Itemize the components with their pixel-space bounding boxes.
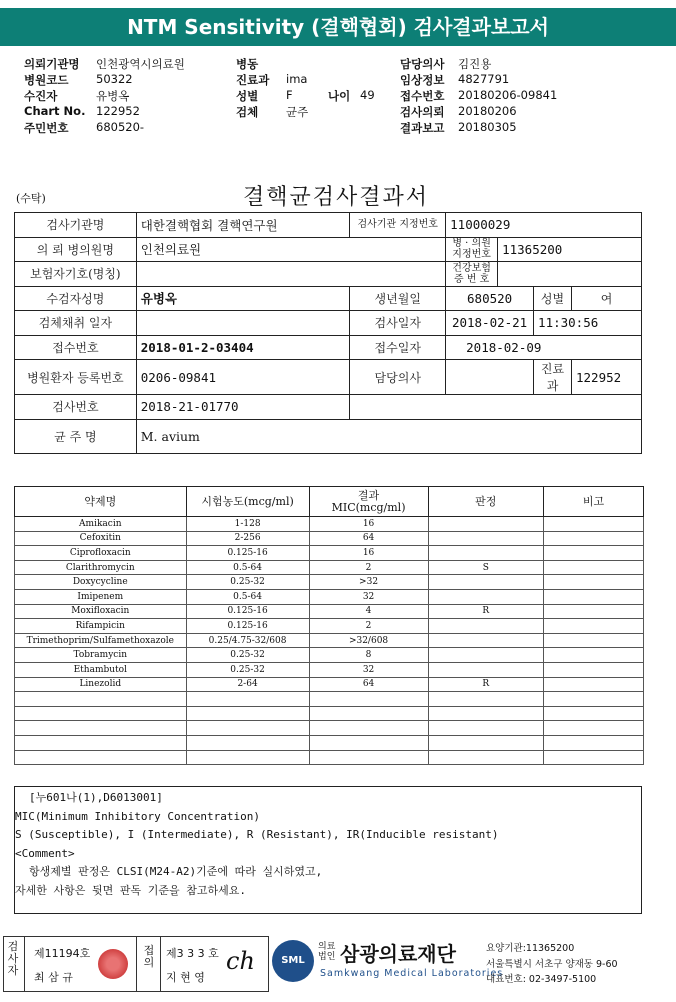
collect-label: 검체채취 일자	[15, 311, 137, 336]
hospital-code-value: 50322	[96, 72, 133, 86]
drug-row	[15, 633, 644, 648]
drug-cell-name: Cefoxitin	[15, 531, 187, 546]
doctor-label-paper: 담당의사	[350, 360, 446, 395]
drug-cell-range: 2-64	[186, 677, 309, 692]
drug-cell-mic	[309, 750, 428, 765]
drug-cell-judge	[428, 648, 544, 663]
chart-label: Chart No.	[24, 104, 86, 118]
address: 서울특별시 서초구 양재동 9-60	[486, 959, 618, 970]
drug-cell-name	[15, 750, 187, 765]
drug-cell-note	[544, 517, 644, 532]
test-label: 검체	[236, 105, 259, 119]
patient-info-table	[14, 212, 642, 454]
drug-cell-mic: 32	[309, 589, 428, 604]
drug-row	[15, 662, 644, 677]
rrn-label: 주민번호	[24, 121, 69, 135]
drug-row	[15, 531, 644, 546]
drug-cell-name: Amikacin	[15, 517, 187, 532]
drug-col-header: 약제명	[15, 487, 187, 517]
comment-heading: <Comment>	[15, 846, 75, 860]
drug-cell-note	[544, 604, 644, 619]
agency-number: 요양기관:11365200	[486, 943, 575, 954]
reported-label: 결과보고	[400, 121, 445, 135]
drug-cell-judge	[428, 692, 544, 707]
drug-cell-mic: 2	[309, 619, 428, 634]
drug-cell-name	[15, 706, 187, 721]
exam-empty	[350, 395, 642, 420]
drug-cell-judge	[428, 589, 544, 604]
rrn-value: 680520-	[96, 120, 145, 134]
collect-value	[136, 311, 350, 336]
drug-cell-range	[186, 750, 309, 765]
drug-cell-mic: 64	[309, 531, 428, 546]
birth-label: 생년월일	[350, 286, 446, 311]
logo-name: 삼광의료재단	[340, 942, 456, 966]
birth-value: 680520	[446, 286, 534, 311]
drug-cell-note	[544, 735, 644, 750]
dept-value-paper: 122952	[572, 360, 642, 395]
reg-label: 병원환자 등록번호	[15, 360, 137, 395]
doctor-value: 김진용	[458, 57, 492, 71]
drug-cell-note	[544, 648, 644, 663]
drug-cell-note	[544, 531, 644, 546]
logo-prefix: 의료 법인	[318, 942, 336, 962]
handwritten-signature: ch	[226, 947, 255, 975]
drug-cell-mic: >32	[309, 575, 428, 590]
test-time-value: 11:30:56	[534, 311, 642, 336]
hospital-code-label: 병원코드	[24, 73, 69, 87]
sex-label-paper: 성별	[534, 286, 572, 311]
note-col-header: 비고	[544, 487, 644, 517]
drug-row	[15, 546, 644, 561]
receipt-value-paper: 2018-01-2-03404	[136, 335, 350, 360]
drug-cell-judge	[428, 575, 544, 590]
drug-cell-range: 1-128	[186, 517, 309, 532]
sex-value: F	[286, 88, 293, 102]
exam-value: 2018-21-01770	[136, 395, 350, 420]
drug-row	[15, 619, 644, 634]
sml-logo-icon: SML	[272, 940, 314, 982]
comment-legend: S (Susceptible), I (Intermediate), R (Resistant), IR(Inducible resistant)	[15, 828, 499, 841]
drug-cell-judge	[428, 517, 544, 532]
drug-cell-note	[544, 589, 644, 604]
drug-cell-judge	[428, 721, 544, 736]
sex-label: 성별	[236, 89, 259, 103]
health-value	[498, 262, 642, 287]
receipt-date-label: 접수일자	[350, 335, 446, 360]
scanned-report-paper	[4, 160, 668, 920]
paper-title: 결핵균검사결과서	[242, 185, 430, 210]
health-label: 건강보험 증 번 호	[446, 262, 498, 287]
drug-cell-note	[544, 575, 644, 590]
clinical-value: 4827791	[458, 72, 510, 86]
drug-cell-judge: R	[428, 604, 544, 619]
drug-cell-judge: S	[428, 560, 544, 575]
drug-cell-mic: 16	[309, 546, 428, 561]
tester-seal	[98, 949, 128, 979]
sex-value-paper: 여	[572, 286, 642, 311]
lab-value: 대한결핵협회 결핵연구원	[136, 213, 350, 238]
strain-label: 균 주 명	[15, 419, 137, 453]
drug-cell-range: 2-256	[186, 531, 309, 546]
drug-row	[15, 648, 644, 663]
drug-cell-range	[186, 692, 309, 707]
drug-cell-name: Imipenem	[15, 589, 187, 604]
report-banner: NTM Sensitivity (결핵협회) 검사결과보고서	[0, 8, 676, 46]
doctor-value-paper	[446, 360, 534, 395]
insured-value	[136, 262, 445, 287]
divider	[24, 937, 25, 991]
drug-cell-range: 0.5-64	[186, 560, 309, 575]
drug-cell-range: 0.5-64	[186, 589, 309, 604]
drug-row	[15, 750, 644, 765]
dept-label: 진료과	[236, 73, 270, 87]
drug-cell-range: 0.125-16	[186, 546, 309, 561]
hospital-label: 의 뢰 병의원명	[15, 237, 137, 262]
drug-cell-name: Ethambutol	[15, 662, 187, 677]
ward-label: 병동	[236, 57, 259, 71]
requested-label: 검사의뢰	[400, 105, 445, 119]
drug-cell-name: Rifampicin	[15, 619, 187, 634]
receipt-value: 20180206-09841	[458, 88, 558, 102]
tester-name: 최 삼 규	[34, 971, 73, 984]
drug-row	[15, 517, 644, 532]
drug-cell-judge	[428, 531, 544, 546]
drug-cell-name: Tobramycin	[15, 648, 187, 663]
comment-mic: MIC(Minimum Inhibitory Concentration)	[15, 809, 261, 823]
institution-label: 의뢰기관명	[24, 57, 80, 71]
institution-value: 인천광역시의료원	[96, 57, 185, 71]
confirm-vertical-label: 접의	[143, 944, 155, 969]
mic-col-header: 결과 MIC(mcg/ml)	[309, 487, 428, 517]
drug-cell-range	[186, 735, 309, 750]
test-value: 균주	[286, 105, 309, 119]
drug-row	[15, 721, 644, 736]
drug-cell-mic: >32/608	[309, 633, 428, 648]
age-value: 49	[360, 88, 375, 102]
receipt-date-value: 2018-02-09	[446, 335, 642, 360]
drug-cell-name: Linezolid	[15, 677, 187, 692]
drug-cell-note	[544, 750, 644, 765]
drug-sensitivity-table	[14, 486, 644, 765]
receipt-label-paper: 접수번호	[15, 335, 137, 360]
drug-row	[15, 575, 644, 590]
hospital-id-label: 병 · 의원 지정번호	[446, 237, 498, 262]
comment-text-2: 자세한 사항은 뒷면 판독 기준을 참고하세요.	[15, 883, 247, 897]
drug-row	[15, 677, 644, 692]
reg-value: 0206-09841	[136, 360, 350, 395]
drug-cell-judge	[428, 662, 544, 677]
drug-cell-note	[544, 706, 644, 721]
patient-label: 수진자	[24, 89, 58, 103]
signature-box	[3, 936, 269, 992]
comment-code: [누601나(1),D6013001]	[29, 791, 163, 804]
drug-cell-judge	[428, 735, 544, 750]
drug-cell-mic	[309, 692, 428, 707]
drug-cell-judge	[428, 546, 544, 561]
comment-box	[14, 786, 642, 914]
drug-cell-range: 0.125-16	[186, 619, 309, 634]
drug-cell-note	[544, 692, 644, 707]
test-date-label: 검사일자	[350, 311, 446, 336]
tester-license: 제11194호	[34, 947, 91, 960]
drug-row	[15, 735, 644, 750]
name-label: 수검자성명	[15, 286, 137, 311]
age-label: 나이	[328, 89, 351, 103]
divider	[136, 937, 137, 991]
drug-cell-range: 0.25-32	[186, 575, 309, 590]
drug-cell-range: 0.25-32	[186, 648, 309, 663]
drug-cell-name: Moxifloxacin	[15, 604, 187, 619]
drug-row	[15, 706, 644, 721]
lab-id-value: 11000029	[446, 213, 642, 238]
drug-cell-mic: 8	[309, 648, 428, 663]
confirm-license: 제3 3 3 호	[166, 947, 219, 960]
lab-label: 검사기관명	[15, 213, 137, 238]
drug-cell-mic	[309, 735, 428, 750]
drug-cell-range: 0.25/4.75-32/608	[186, 633, 309, 648]
drug-cell-range: 0.125-16	[186, 604, 309, 619]
patient-value: 유병옥	[96, 89, 130, 103]
drug-row	[15, 692, 644, 707]
range-col-header: 시험농도(mcg/ml)	[186, 487, 309, 517]
drug-cell-note	[544, 662, 644, 677]
test-date-value: 2018-02-21	[446, 311, 534, 336]
drug-cell-mic: 64	[309, 677, 428, 692]
tester-vertical-label: 검사자	[7, 940, 19, 977]
drug-cell-mic: 4	[309, 604, 428, 619]
drug-cell-note	[544, 546, 644, 561]
drug-cell-range	[186, 721, 309, 736]
drug-cell-judge	[428, 706, 544, 721]
drug-row	[15, 560, 644, 575]
drug-row	[15, 589, 644, 604]
clinical-label: 임상정보	[400, 73, 445, 87]
drug-cell-note	[544, 619, 644, 634]
hospital-value: 인천의료원	[136, 237, 445, 262]
report-footer	[0, 934, 676, 1002]
drug-cell-name	[15, 692, 187, 707]
comment-text-1: 항생제별 판정은 CLSI(M24-A2)기준에 따라 실시하였고,	[29, 865, 323, 878]
drug-cell-mic: 32	[309, 662, 428, 677]
drug-cell-name	[15, 721, 187, 736]
drug-cell-mic	[309, 706, 428, 721]
handwritten-note: (수탁)	[16, 192, 46, 205]
chart-value: 122952	[96, 104, 140, 118]
drug-cell-name: Ciprofloxacin	[15, 546, 187, 561]
drug-cell-judge	[428, 633, 544, 648]
receipt-label: 접수번호	[400, 89, 445, 103]
requested-value: 20180206	[458, 104, 517, 118]
drug-cell-range: 0.25-32	[186, 662, 309, 677]
doctor-label: 담당의사	[400, 57, 445, 71]
divider	[160, 937, 161, 991]
drug-cell-mic	[309, 721, 428, 736]
drug-cell-name: Trimethoprim/Sulfamethoxazole	[15, 633, 187, 648]
exam-label: 검사번호	[15, 395, 137, 420]
drug-cell-mic: 2	[309, 560, 428, 575]
reported-value: 20180305	[458, 120, 517, 134]
drug-cell-judge	[428, 619, 544, 634]
drug-cell-note	[544, 560, 644, 575]
drug-cell-range	[186, 706, 309, 721]
dept-label-paper: 진료과	[534, 360, 572, 395]
confirm-name: 지 현 영	[166, 971, 205, 984]
hospital-id-value: 11365200	[498, 237, 642, 262]
drug-cell-note	[544, 677, 644, 692]
drug-cell-name	[15, 735, 187, 750]
dept-value: ima	[286, 72, 308, 86]
drug-cell-note	[544, 633, 644, 648]
drug-table-body	[15, 517, 644, 765]
lab-id-label: 검사기관 지정번호	[350, 213, 446, 238]
drug-row	[15, 604, 644, 619]
insured-label: 보험자기호(명칭)	[15, 262, 137, 287]
drug-cell-judge: R	[428, 677, 544, 692]
drug-cell-judge	[428, 750, 544, 765]
name-value: 유병옥	[136, 286, 350, 311]
logo-english: Samkwang Medical Laboratories	[320, 968, 504, 979]
drug-cell-note	[544, 721, 644, 736]
report-header	[24, 56, 664, 136]
drug-cell-mic: 16	[309, 517, 428, 532]
judge-col-header: 판정	[428, 487, 544, 517]
strain-value: M. avium	[136, 419, 641, 453]
drug-cell-name: Clarithromycin	[15, 560, 187, 575]
drug-cell-name: Doxycycline	[15, 575, 187, 590]
phone-number: 대표번호: 02-3497-5100	[486, 974, 597, 985]
